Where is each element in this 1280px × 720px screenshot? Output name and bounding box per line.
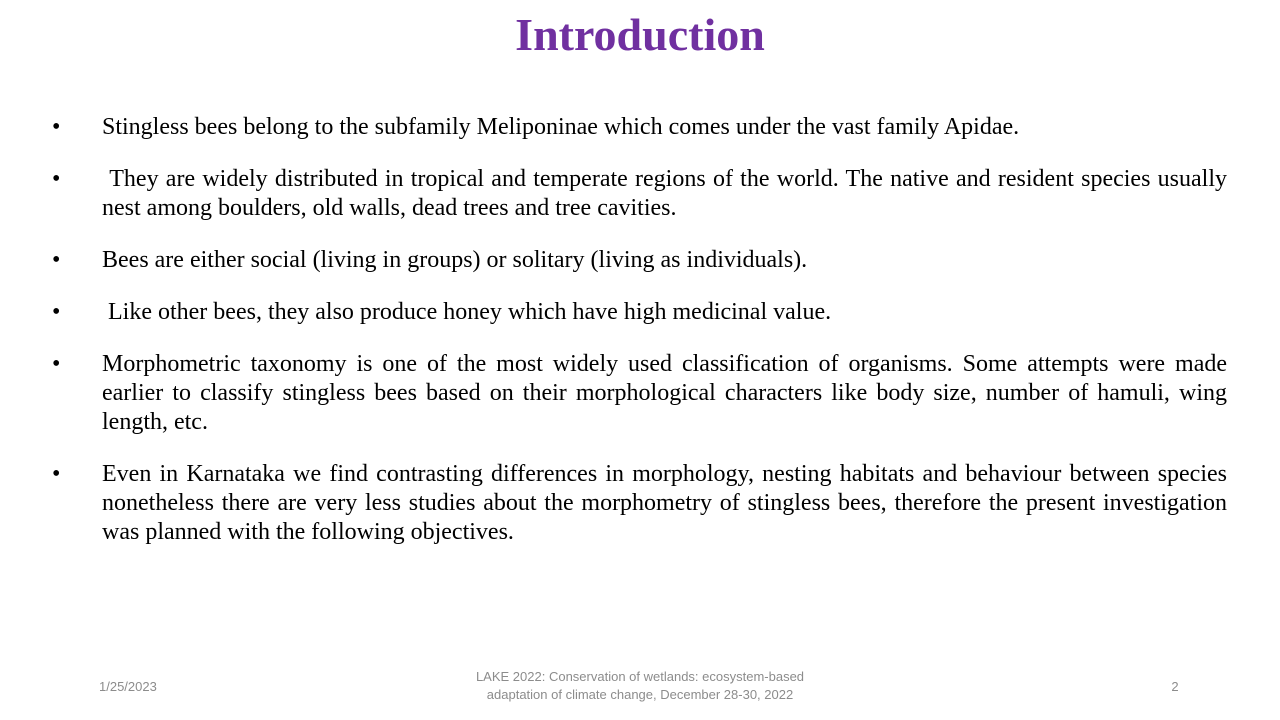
bullet-point-icon: • xyxy=(52,114,61,140)
slide-title: Introduction xyxy=(515,9,765,60)
bullet-point-icon: • xyxy=(52,351,61,377)
slide-number: 2 xyxy=(1171,679,1179,694)
bullet-point-icon: • xyxy=(52,461,61,487)
bullet-point-icon: • xyxy=(52,166,61,192)
bullet-text: Like other bees, they also produce honey which have high medicinal value. xyxy=(102,299,832,325)
bullet-item xyxy=(52,460,1233,547)
bullet-item xyxy=(52,350,1233,437)
bullet-point-icon: • xyxy=(52,299,61,325)
bullet-text: Even in Karnataka we find contrasting differences in morphology, nesting habitats and behaviour between species nonetheless there are very less studies about the morphometry of stingless bees, therefore the present investigation was planned with the following objectives. xyxy=(102,461,1233,545)
bullet-item xyxy=(52,246,1227,275)
bullet-item xyxy=(52,165,1234,223)
bullet-point-icon: • xyxy=(52,247,61,273)
bullet-item xyxy=(52,298,1227,327)
bullet-list xyxy=(52,113,1234,570)
footer-line-1: LAKE 2022: Conservation of wetlands: ecosystem-based xyxy=(475,669,805,684)
footer-line-2: adaptation of climate change, December 28-30, 2022 xyxy=(486,687,794,702)
bullet-text: They are widely distributed in tropical and temperate regions of the world. The native and resident species usually nest among boulders, old walls, dead trees and tree cavities. xyxy=(102,166,1234,221)
footer-conference-text xyxy=(420,668,860,704)
bullet-text: Stingless bees belong to the subfamily Meliponinae which comes under the vast family Apidae. xyxy=(102,114,1020,140)
bullet-text: Bees are either social (living in groups) or solitary (living as individuals). xyxy=(102,247,808,273)
bullet-item xyxy=(52,113,1227,142)
bullet-text: Morphometric taxonomy is one of the most widely used classification of organisms. Some attempts were made earlier to classify stingless bees based on their morphological characters like body size, number of hamuli, wing length, etc. xyxy=(102,351,1233,435)
footer-date: 1/25/2023 xyxy=(99,679,157,694)
